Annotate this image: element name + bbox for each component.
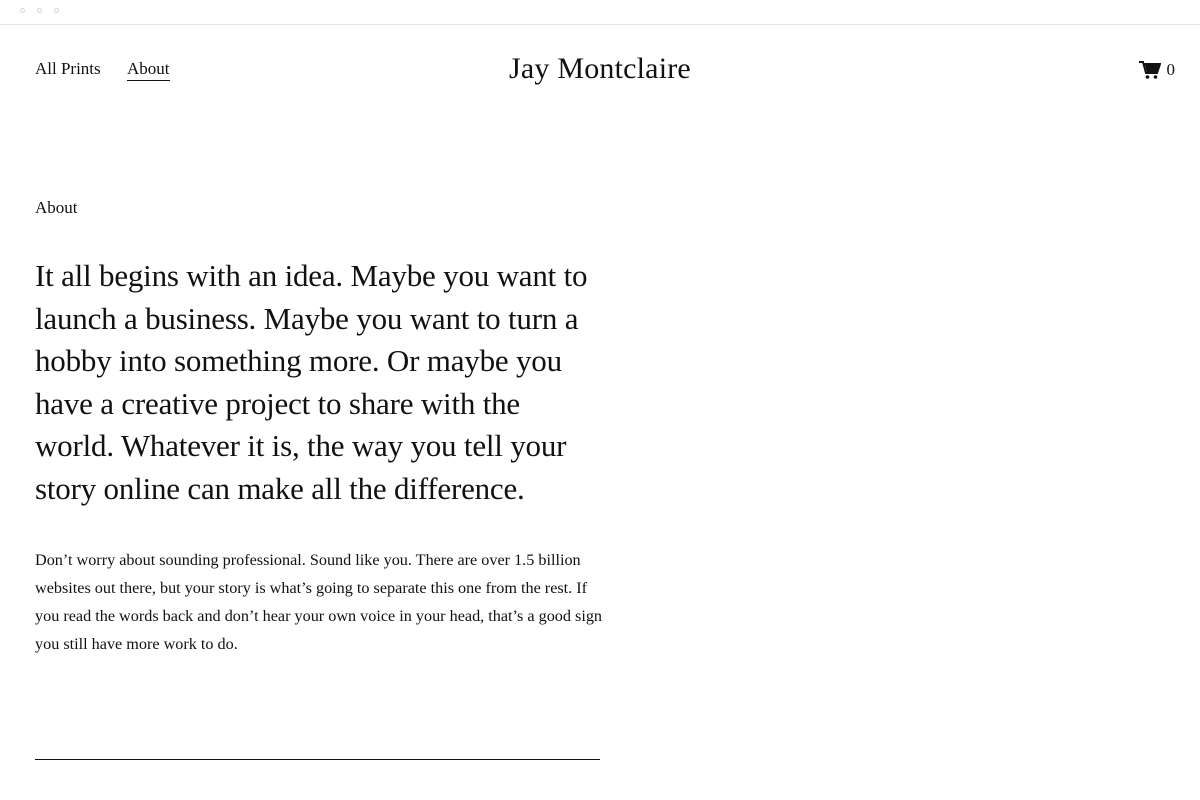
body-paragraph: Don’t worry about sounding professional. Sound like you. There are over 1.5 billion websites out there, but your story is what’s going to separate this one from the rest. If you read the words back and don’t hear your own voice in your head, that’s a good sign you still have more work to do. (35, 550, 603, 653)
cart-count: 0 (1166, 60, 1175, 79)
cart-icon (1139, 60, 1161, 80)
about-section (35, 196, 605, 658)
site-title[interactable]: Jay Montclaire (509, 52, 691, 85)
window-minimize-dot[interactable] (37, 8, 42, 13)
section-divider (35, 759, 600, 760)
section-label: About (35, 198, 78, 217)
nav-link-all-prints[interactable]: All Prints (35, 59, 101, 78)
site-header (0, 25, 1200, 115)
lead-paragraph: It all begins with an idea. Maybe you want to launch a business. Maybe you want to turn a hobby into something more. Or maybe you have a creative project to share with the world. Whatever it is, the way you tell your story online can make all the difference. (35, 258, 588, 506)
cart-button[interactable] (1139, 59, 1176, 81)
browser-chrome (0, 0, 1200, 25)
window-close-dot[interactable] (20, 8, 25, 13)
nav-link-about[interactable]: About (127, 59, 170, 81)
window-maximize-dot[interactable] (54, 8, 59, 13)
